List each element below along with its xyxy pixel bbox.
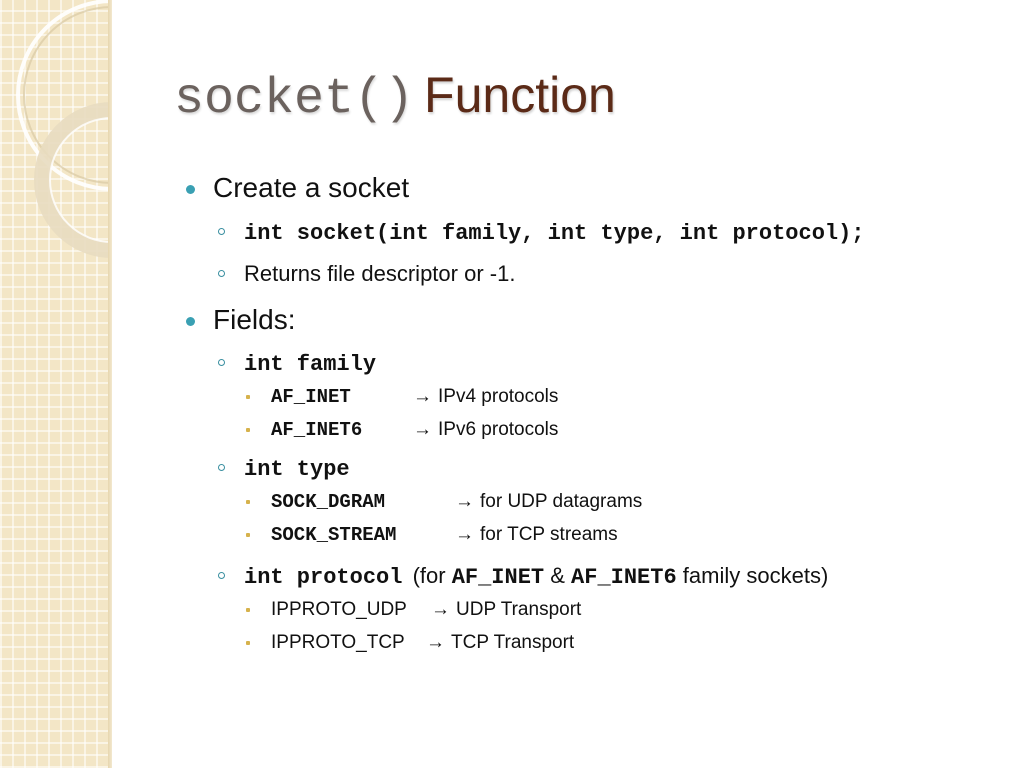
arrow-icon: →: [455, 524, 474, 545]
arrow-icon: →: [426, 632, 445, 653]
sub-bullet-returns: [244, 261, 515, 287]
decorative-rings-icon: [0, 0, 112, 768]
sidebar-edge: [108, 0, 112, 768]
protocol-option: [271, 599, 581, 621]
field-name: int protocol: [244, 565, 403, 590]
protocol-family-inet6: AF_INET6: [571, 565, 677, 590]
bullet-text: Fields:: [213, 304, 296, 335]
arrow-icon: →: [431, 599, 450, 620]
sub-bullet-type: [244, 455, 350, 482]
slide-title: [174, 62, 616, 133]
bullet-fields: [213, 304, 295, 336]
title-code: socket(): [174, 71, 415, 128]
protocol-note-and: &: [550, 563, 565, 588]
option-desc: UDP Transport: [456, 599, 582, 620]
option-desc: for UDP datagrams: [480, 491, 643, 512]
socket-signature: int socket(int family, int type, int protocol);: [244, 221, 865, 246]
field-name: int family: [244, 352, 377, 377]
bullet-create-socket: [213, 172, 409, 204]
protocol-note-open: (for: [412, 563, 446, 588]
type-option: [271, 524, 618, 546]
arrow-icon: →: [413, 386, 432, 407]
option-desc: for TCP streams: [480, 524, 618, 545]
protocol-note-close: family sockets): [682, 563, 829, 588]
title-word: Function: [424, 67, 616, 123]
option-code: IPPROTO_TCP: [271, 632, 405, 653]
sub-bullet-protocol: [244, 563, 828, 590]
family-option: [271, 386, 558, 408]
option-code: AF_INET: [271, 386, 351, 408]
option-code: SOCK_STREAM: [271, 524, 397, 546]
field-name: int type: [244, 457, 350, 482]
option-desc: TCP Transport: [451, 632, 575, 653]
option-desc: IPv6 protocols: [438, 419, 559, 440]
decorative-sidebar: [0, 0, 112, 768]
type-option: [271, 491, 642, 513]
bullet-text: Create a socket: [213, 172, 410, 203]
option-desc: IPv4 protocols: [438, 386, 559, 407]
sub-bullet-family: [244, 350, 376, 377]
option-code: AF_INET6: [271, 419, 363, 441]
sub-bullet-signature: [244, 219, 865, 246]
arrow-icon: →: [455, 491, 474, 512]
family-option: [271, 419, 558, 441]
option-code: IPPROTO_UDP: [271, 599, 407, 620]
protocol-family-inet: AF_INET: [451, 565, 545, 590]
protocol-option: [271, 632, 574, 654]
option-code: SOCK_DGRAM: [271, 491, 386, 513]
returns-text: Returns file descriptor or -1.: [244, 261, 516, 286]
arrow-icon: →: [413, 419, 432, 440]
